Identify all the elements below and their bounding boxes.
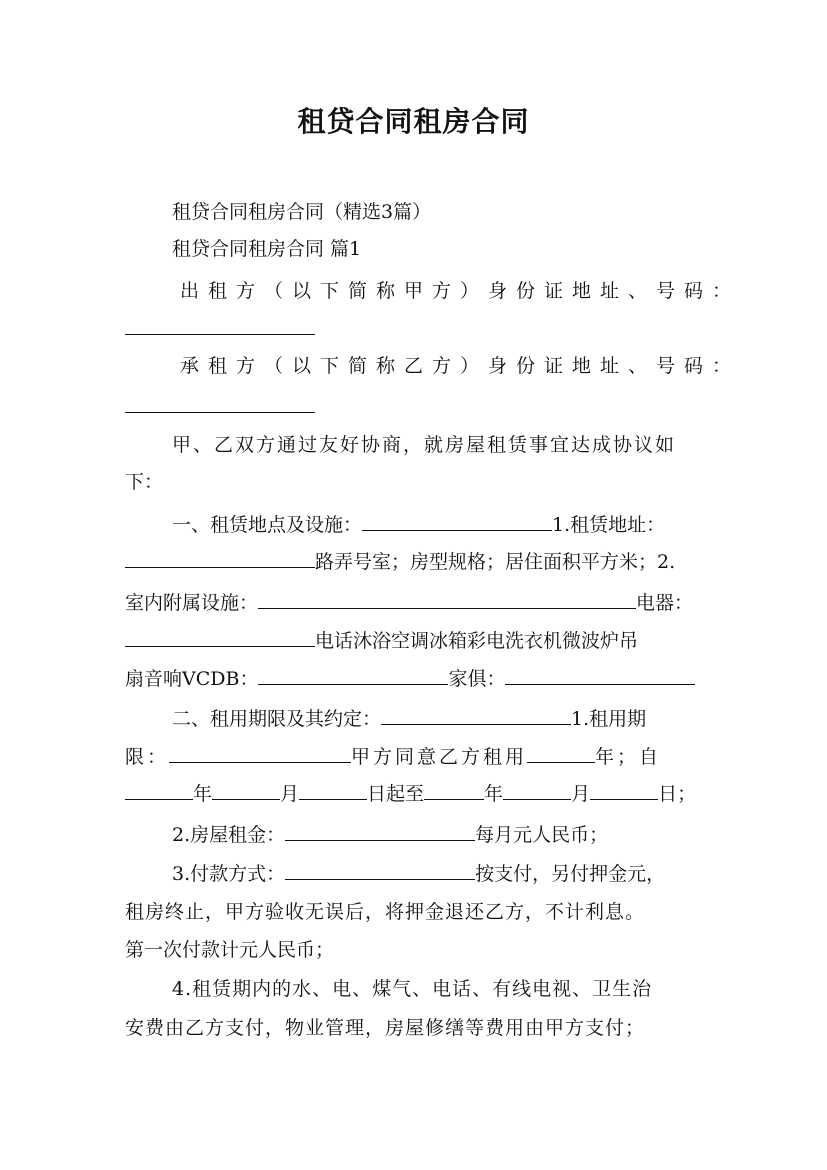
payment-label: 3.付款方式： [172,863,286,885]
lessee-line: 承租方（以下简称乙方）身份证地址、号码： [180,355,741,377]
blank [424,781,484,800]
month-label: 月 [571,783,591,805]
year-label: 年 [484,783,504,805]
part-label: 租贷合同租房合同 篇1 [172,238,362,260]
utilities-line-1: 4.租赁期内的水、电、煤气、电话、有线电视、卫生治 [172,978,653,1000]
term-years: 年；自 [595,746,662,768]
appliances-list-cont: 扇音响VCDB： [125,668,259,690]
blank [381,706,571,725]
rent-label: 2.房屋租金： [172,824,286,846]
blank [169,744,351,763]
blank [503,781,571,800]
subtitle: 租贷合同租房合同（精选3篇） [172,201,432,223]
payment-line-2: 租房终止，甲方验收无误后，将押金退还乙方，不计利息。 [125,901,646,923]
facilities-label: 室内附属设施： [125,592,259,614]
lessee-blank [125,412,315,413]
lessor-blank [125,334,315,335]
section-2-heading: 二、租用期限及其约定： [172,708,382,730]
appliances-label: 电器： [636,592,694,614]
address-detail: 路弄号室；房型规格；居住面积平方米；2. [315,551,676,573]
document-title: 租贷合同租房合同 [297,105,530,138]
blank [590,781,658,800]
payment-detail: 按支付，另付押金元， [475,863,666,885]
month-label: 月 [280,783,300,805]
blank [125,628,315,647]
blank [285,822,475,841]
payment-line-3: 第一次付款计元人民币； [125,939,335,961]
day-label: 日； [658,783,697,805]
appliances-list: 电话沐浴空调冰箱彩电洗衣机微波炉吊 [315,630,639,652]
section-1-heading: 一、租赁地点及设施： [172,514,363,536]
blank [125,549,315,568]
day-label: 日起至 [367,783,425,805]
blank [258,590,636,609]
blank [299,781,367,800]
utilities-line-2: 安费由乙方支付，物业管理，房屋修缮等费用由甲方支付； [125,1017,646,1039]
term-label: 1.租用期 [571,708,647,730]
blank [505,666,695,685]
rent-detail: 每月元人民币； [475,824,609,846]
blank [258,666,448,685]
term-agreement: 甲方同意乙方租用 [351,746,528,768]
blank [527,744,595,763]
intro-line-1: 甲、乙双方通过友好协商，就房屋租赁事宜达成协议如 [172,434,677,456]
lessor-line: 出租方（以下简称甲方）身份证地址、号码： [180,280,741,302]
blank [125,781,193,800]
term-label-cont: 限： [125,746,170,768]
year-label: 年 [193,783,213,805]
blank [285,861,475,880]
blank [212,781,280,800]
blank [362,512,552,531]
furniture-label: 家俱： [448,668,506,690]
intro-line-2: 下： [125,471,164,493]
address-label: 1.租赁地址： [552,514,666,536]
